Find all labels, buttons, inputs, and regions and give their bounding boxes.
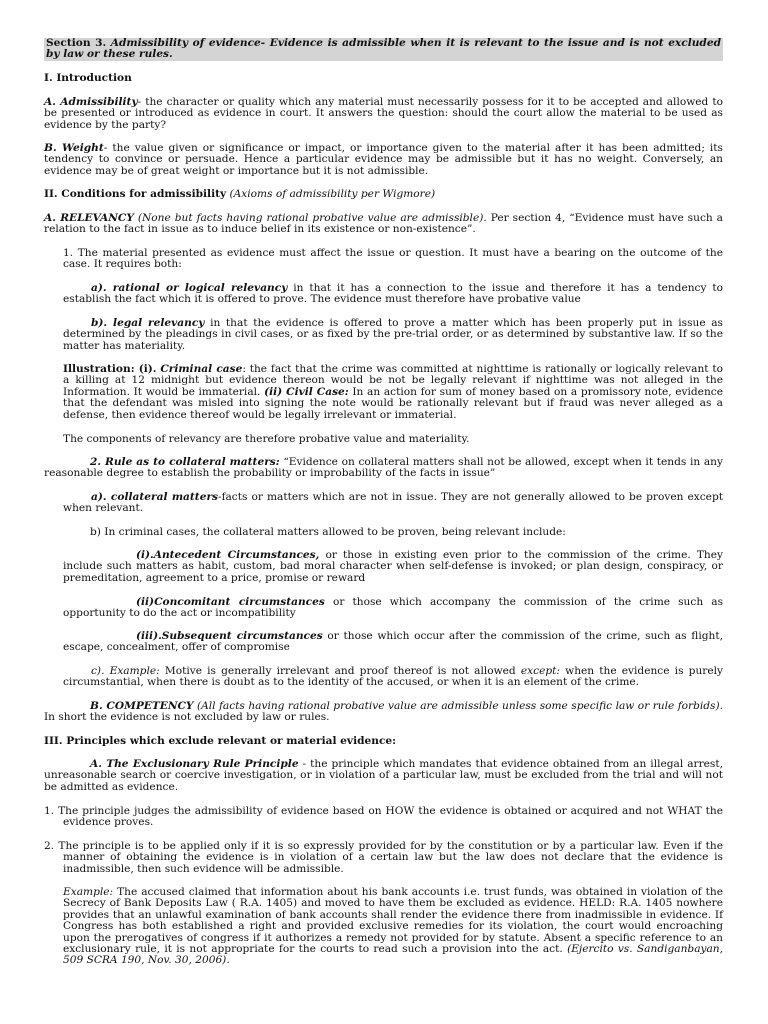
antecedent-term: (i).Antecedent Circumstances, (136, 549, 320, 561)
principles-item-2: 2. The principle is to be applied only if it is so expressly provided for by the constitution or by a particular law. Even if the manner of obtaining the evidence is in violation of a certain law but the law does not declare that the evidence is inadmissible, then such evidence will be admissible. (44, 840, 723, 875)
admissibility-term: A. Admissibility (44, 96, 138, 108)
antecedent-paragraph (63, 550, 723, 584)
criminal-case-label: Criminal case (160, 363, 243, 375)
illustration-paragraph (63, 364, 723, 421)
conditions-heading-note: (Axioms of admissibility per Wigmore) (229, 188, 436, 200)
competency-paragraph (44, 701, 723, 724)
exclusionary-paragraph (44, 759, 723, 793)
intro-heading: I. Introduction (44, 72, 132, 84)
legal-term: b). legal relevancy (91, 317, 205, 329)
principles-example (63, 887, 723, 967)
relevancy-item-1: 1. The material presented as evidence must affect the issue or question. It must have a bearing on the outcome of the case. It requires both: (63, 247, 723, 271)
subsequent-term: (iii).Subsequent circumstances (136, 630, 323, 642)
components-paragraph: The components of relevancy are therefore probative value and materiality. (63, 433, 470, 445)
collateral-rule-term: 2. Rule as to collateral matters: (90, 456, 280, 468)
antecedent-text: or those in existing even prior to the commission of the crime. They include such matters as habit, custom, bad moral character when self-defense is invoked; or plan design, conspiracy, or premeditation, agreement to a price, promise or reward (63, 549, 723, 584)
collateral-definition (63, 492, 723, 515)
principles-example-text: The accused claimed that information about his bank accounts i.e. trust funds, was obtained in violation of the Secrecy of Bank Deposits Law ( R.A. 1405) and moved to have them be excluded as evidence. HELD: R.A. 1405 nowhere provides that an unlawful examination of bank accounts shall render the evidence there from inadmissible in evidence. If Congress has both established a right and provided exclusive remedies for its violation, the court would encroaching upon the prerogatives of congress if it authorizes a remedy not provided for by statute. Absent a specific reference to an exclusionary rule, it is not appropriate for the courts to read such a provision into the act. (63, 886, 723, 956)
criminal-case-text: : the fact that the crime was committed at nighttime is rationally or logically relevant to a killing at 12 midnight but evidence thereon would be not be legally relevant if nighttime was not alleged in the Information. It would be immaterial. (63, 363, 723, 398)
relevancy-note: (None but facts having rational probative value are admissible). (137, 212, 487, 224)
example-text-2: when the evidence is purely circumstantial, when there is doubt as to the identity of the accused, or when it is an element of the crime. (63, 665, 723, 689)
subsequent-text: or those which occur after the commission of the crime, such as flight, escape, concealment, offer of compromise (63, 630, 723, 654)
exclusionary-term: A. The Exclusionary Rule Principle (90, 758, 299, 770)
weight-text: - the value given or significance or impact, or importance given to the material after it has been admitted; its tendency to convince or persuade. Hence a particular evidence may be admissible but it has no weight. Conversely, an evidence may be of great weight or importance but it is not admissible. (44, 142, 723, 177)
example-text-1: Motive is generally irrelevant and proof thereof is not allowed (164, 665, 516, 677)
competency-note: (All facts having rational probative value are admissible unless some specific law or rule forbids). (196, 700, 723, 712)
weight-term: B. Weight (44, 142, 104, 154)
competency-text: In short the evidence is not excluded by law or rules. (44, 711, 330, 724)
weight-paragraph (44, 143, 723, 177)
conditions-heading-text: II. Conditions for admissibility (44, 188, 227, 200)
conditions-heading (44, 189, 723, 200)
civil-case-text: In an action for sum of money based on a promissory note, evidence that the defendant was misled into signing the note would be rationally relevant but if fraud was never alleged as a defense, then evidence thereof would be legally irrelevant or immaterial. (63, 385, 723, 421)
section-text: Admissibility of evidence- Evidence is admissible when it is relevant to the issue and is not excluded by law or these rules. (46, 37, 721, 61)
example-except: except: (520, 665, 560, 677)
admissibility-paragraph (44, 97, 723, 131)
subsequent-paragraph (63, 631, 723, 654)
collateral-rule-paragraph (44, 457, 723, 480)
relevancy-paragraph (44, 213, 723, 236)
admissibility-text: - the character or quality which any material must necessarily possess for it to be accepted and allowed to be presented or introduced as evidence in court. It answers the question: should the court allow the material to be used as evidence by the party? (44, 96, 723, 131)
principles-item-1: 1. The principle judges the admissibility of evidence based on HOW the evidence is obtained or acquired and not WHAT the evidence proves. (44, 805, 723, 829)
principles-citation: (Ejercito vs. Sandiganbayan, 509 SCRA 190, Nov. 30, 2006). (63, 943, 723, 967)
example-paragraph (63, 666, 723, 689)
principles-example-label: Example: (63, 886, 114, 898)
civil-case-label: (ii) Civil Case: (264, 385, 349, 398)
legal-relevancy (63, 318, 723, 352)
relevancy-term: A. RELEVANCY (44, 212, 134, 224)
collateral-rule-text: “Evidence on collateral matters shall not be allowed, except when it tends in any reasonable degree to establish the probability or improbability of the facts in issue” (44, 456, 723, 480)
rational-text: in that it has a connection to the issue and therefore it has a tendency to establish the fact which it is offered to prove. The evidence must therefore have probative value (63, 282, 723, 306)
concomitant-paragraph (63, 597, 723, 620)
competency-term: B. COMPETENCY (90, 700, 194, 712)
section-label: Section 3. (46, 37, 107, 49)
collateral-def-term: a). collateral matters (91, 491, 218, 503)
illustration-label: Illustration: (i). (63, 363, 157, 375)
rational-relevancy (63, 283, 723, 306)
criminal-collateral-paragraph: b) In criminal cases, the collateral matters allowed to be proven, being relevant include: (90, 526, 566, 538)
section-header (44, 38, 723, 61)
legal-text: in that the evidence is offered to prove a matter which has been properly put in issue as determined by the pleadings in civil cases, or as fixed by the pre-trial order, or as determined by substantive law. If so the matter has materiality. (63, 317, 723, 352)
collateral-def-text: -facts or matters which are not in issue. They are not generally allowed to be proven except when relevant. (63, 491, 723, 515)
principles-heading: III. Principles which exclude relevant or material evidence: (44, 735, 397, 747)
concomitant-text: or those which accompany the commission of the crime such as opportunity to do the act or incompatibility (63, 596, 724, 620)
concomitant-term: (ii)Concomitant circumstances (136, 596, 325, 608)
example-label: c). Example: (91, 665, 160, 677)
exclusionary-text: - the principle which mandates that evidence obtained from an illegal arrest, unreasonable search or coercive investigation, or in violation of a particular law, must be excluded from the trial and will not be admitted as evidence. (44, 758, 723, 793)
relevancy-text: Per section 4, “Evidence must have such a relation to the fact in issue as to induce belief in its existence or non-existence”. (44, 212, 723, 236)
rational-term: a). rational or logical relevancy (91, 282, 288, 294)
